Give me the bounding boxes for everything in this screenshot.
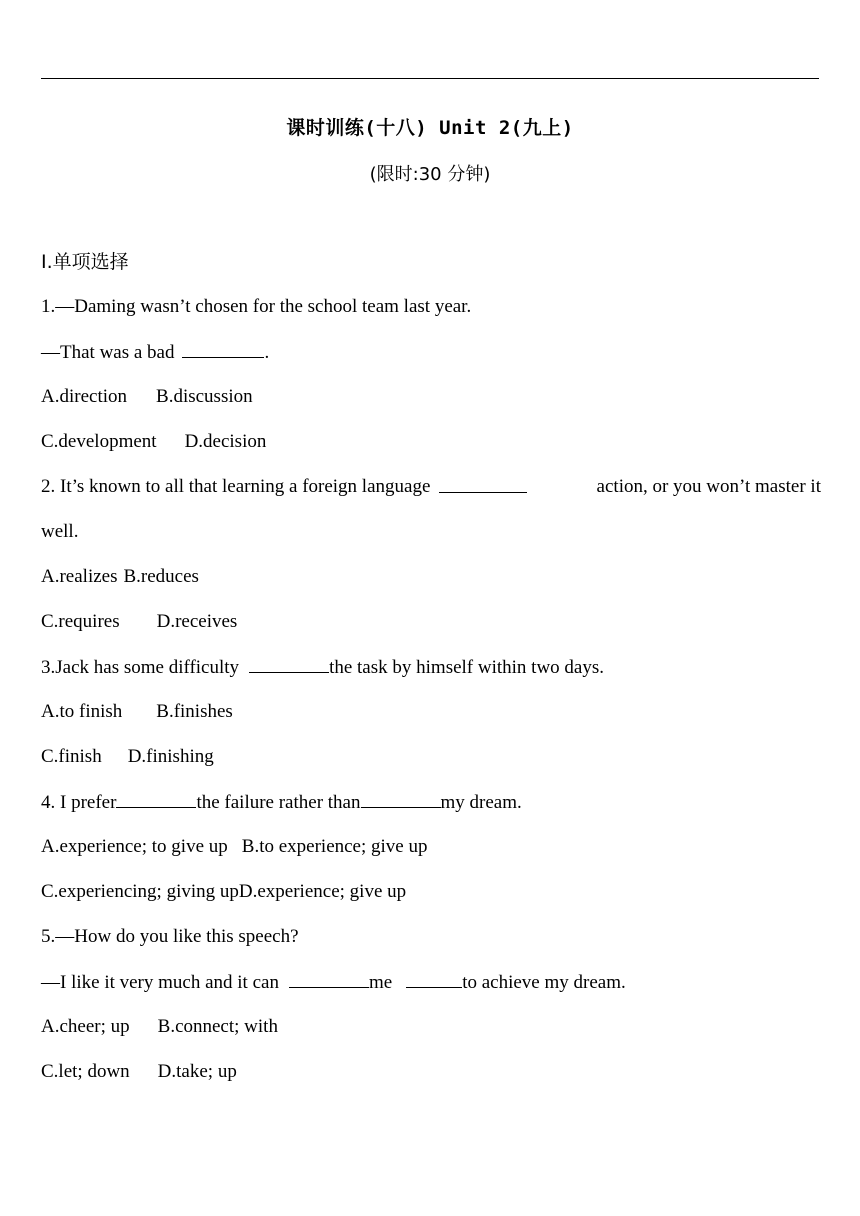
time-limit: (限时:30 分钟) — [369, 164, 491, 185]
option-d: D.receives — [156, 611, 238, 632]
answer-blank — [361, 791, 441, 808]
question-1-line-1: 1.—Daming wasn’t chosen for the school team last year. — [41, 296, 472, 317]
question-5-line-2 — [41, 971, 626, 994]
option-c: C.let; down — [41, 1061, 130, 1082]
question-5-line-1: 5.—How do you like this speech? — [41, 926, 299, 947]
answer-blank — [406, 971, 462, 988]
question-5-prompt-start: —I like it very much and it can — [41, 972, 279, 993]
question-1-options-row-1 — [41, 386, 253, 408]
option-b: B.discussion — [156, 386, 253, 407]
option-d: D.take; up — [157, 1061, 237, 1082]
question-1-prompt: —That was a bad — [41, 342, 175, 363]
answer-blank — [182, 341, 264, 358]
question-5-prompt-end: to achieve my dream. — [462, 972, 626, 993]
answer-blank — [116, 791, 196, 808]
page-title: 课时训练(十八) Unit 2(九上) — [286, 117, 574, 139]
question-1-period: . — [264, 342, 270, 363]
question-2-options-row-1 — [41, 566, 199, 588]
option-b: B.finishes — [156, 701, 233, 722]
answer-blank — [439, 476, 527, 493]
question-3-options-row-1 — [41, 701, 233, 723]
option-c: C.finish — [41, 746, 102, 767]
option-a: A.realizes — [41, 566, 118, 587]
option-c: C.requires — [41, 611, 120, 632]
question-5-options-row-1 — [41, 1016, 278, 1038]
option-d: D.decision — [184, 431, 267, 452]
option-d: D.experience; give up — [238, 881, 407, 902]
option-b: B.to experience; give up — [241, 836, 428, 857]
question-2-line-1 — [41, 476, 821, 498]
question-3-prompt-end: the task by himself within two days. — [329, 657, 605, 678]
option-a: A.direction — [41, 386, 128, 407]
answer-blank — [289, 971, 369, 988]
question-2-prompt-start: 2. It’s known to all that learning a foreign language — [41, 476, 431, 497]
option-c: C.experiencing; giving up — [41, 881, 239, 902]
option-c: C.development — [41, 431, 157, 452]
question-3-line-1 — [41, 656, 604, 679]
question-2-line-2: well. — [41, 521, 79, 542]
option-b: B.reduces — [123, 566, 199, 587]
question-4-prompt-mid: the failure rather than — [196, 792, 361, 813]
option-b: B.connect; with — [157, 1016, 278, 1037]
question-4-prompt-start: 4. I prefer — [41, 792, 117, 813]
question-3-prompt-start: 3.Jack has some difficulty — [41, 657, 240, 678]
option-a: A.cheer; up — [41, 1016, 130, 1037]
question-1-line-2 — [41, 341, 269, 364]
option-a: A.to finish — [41, 701, 123, 722]
answer-blank — [249, 656, 329, 673]
option-d: D.finishing — [127, 746, 214, 767]
header-rule — [41, 78, 819, 79]
question-3-options-row-2 — [41, 746, 214, 768]
question-4-prompt-end: my dream. — [440, 792, 522, 813]
option-a: A.experience; to give up — [41, 836, 228, 857]
question-4-options-row-2 — [41, 881, 406, 903]
question-5-prompt-mid: me — [368, 972, 393, 993]
question-5-options-row-2 — [41, 1061, 237, 1083]
section-heading: Ⅰ.单项选择 — [41, 251, 129, 273]
question-4-line-1 — [41, 791, 522, 814]
question-4-options-row-1 — [41, 836, 427, 858]
question-1-options-row-2 — [41, 431, 266, 453]
question-2-options-row-2 — [41, 611, 237, 633]
question-2-prompt-mid: action, or you won’t master it — [596, 476, 821, 497]
